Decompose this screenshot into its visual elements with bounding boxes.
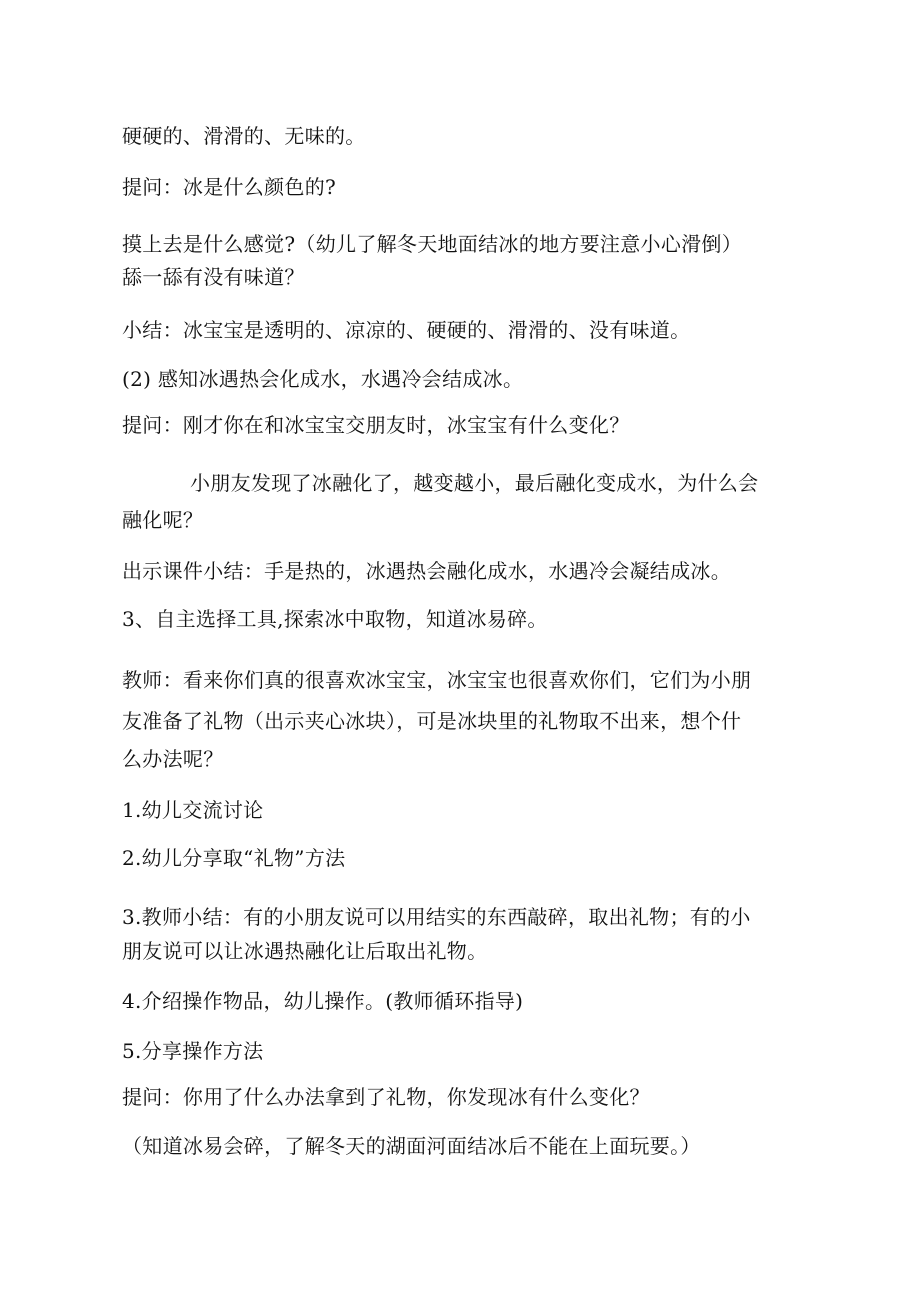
paragraph-melting-line-2: 融化呢？ bbox=[122, 508, 204, 532]
question-touch: 摸上去是什么感觉?（幼儿了解冬天地面结冰的地方要注意小心滑倒） bbox=[122, 232, 743, 256]
courseware-summary: 出示课件小结：手是热的，冰遇热会融化成水，水遇冷会凝结成冰。 bbox=[122, 559, 731, 583]
question-change: 提问：刚才你在和冰宝宝交朋友时，冰宝宝有什么变化？ bbox=[122, 413, 630, 437]
step-1: 1.幼儿交流讨论 bbox=[122, 798, 264, 822]
question-color: 提问：冰是什么颜色的? bbox=[122, 175, 337, 199]
teacher-paragraph-line-3: 么办法呢？ bbox=[122, 747, 224, 771]
text-line-1: 硬硬的、滑滑的、无味的。 bbox=[122, 124, 366, 148]
step-2: 2.幼儿分享取“礼物”方法 bbox=[122, 846, 346, 870]
summary-ice-properties: 小结：冰宝宝是透明的、凉凉的、硬硬的、滑滑的、没有味道。 bbox=[122, 318, 691, 342]
section-3-heading: 3、自主选择工具,探索冰中取物，知道冰易碎。 bbox=[122, 607, 548, 631]
step-3-line-1: 3.教师小结：有的小朋友说可以用结实的东西敲碎，取出礼物；有的小 bbox=[122, 905, 751, 929]
teacher-paragraph-line-1: 教师：看来你们真的很喜欢冰宝宝，冰宝宝也很喜欢你们，它们为小朋 bbox=[122, 668, 752, 692]
closing-note: （知道冰易会碎，了解冬天的湖面河面结冰后不能在上面玩要。） bbox=[122, 1134, 701, 1158]
teacher-paragraph-line-2: 友准备了礼物（出示夹心冰块），可是冰块里的礼物取不出来，想个什 bbox=[122, 709, 742, 733]
question-method: 提问：你用了什么办法拿到了礼物，你发现冰有什么变化？ bbox=[122, 1085, 650, 1109]
paragraph-melting-line-1: 小朋友发现了冰融化了，越变越小，最后融化变成水，为什么会 bbox=[190, 471, 759, 495]
section-2-heading: (2) 感知冰遇热会化成水，水遇冷会结成冰。 bbox=[122, 367, 524, 391]
step-5: 5.分享操作方法 bbox=[122, 1039, 264, 1063]
step-4: 4.介绍操作物品，幼儿操作。(教师循环指导) bbox=[122, 989, 524, 1013]
step-3-line-2: 朋友说可以让冰遇热融化让后取出礼物。 bbox=[122, 939, 488, 963]
question-taste: 舔一舔有没有味道？ bbox=[122, 265, 305, 289]
